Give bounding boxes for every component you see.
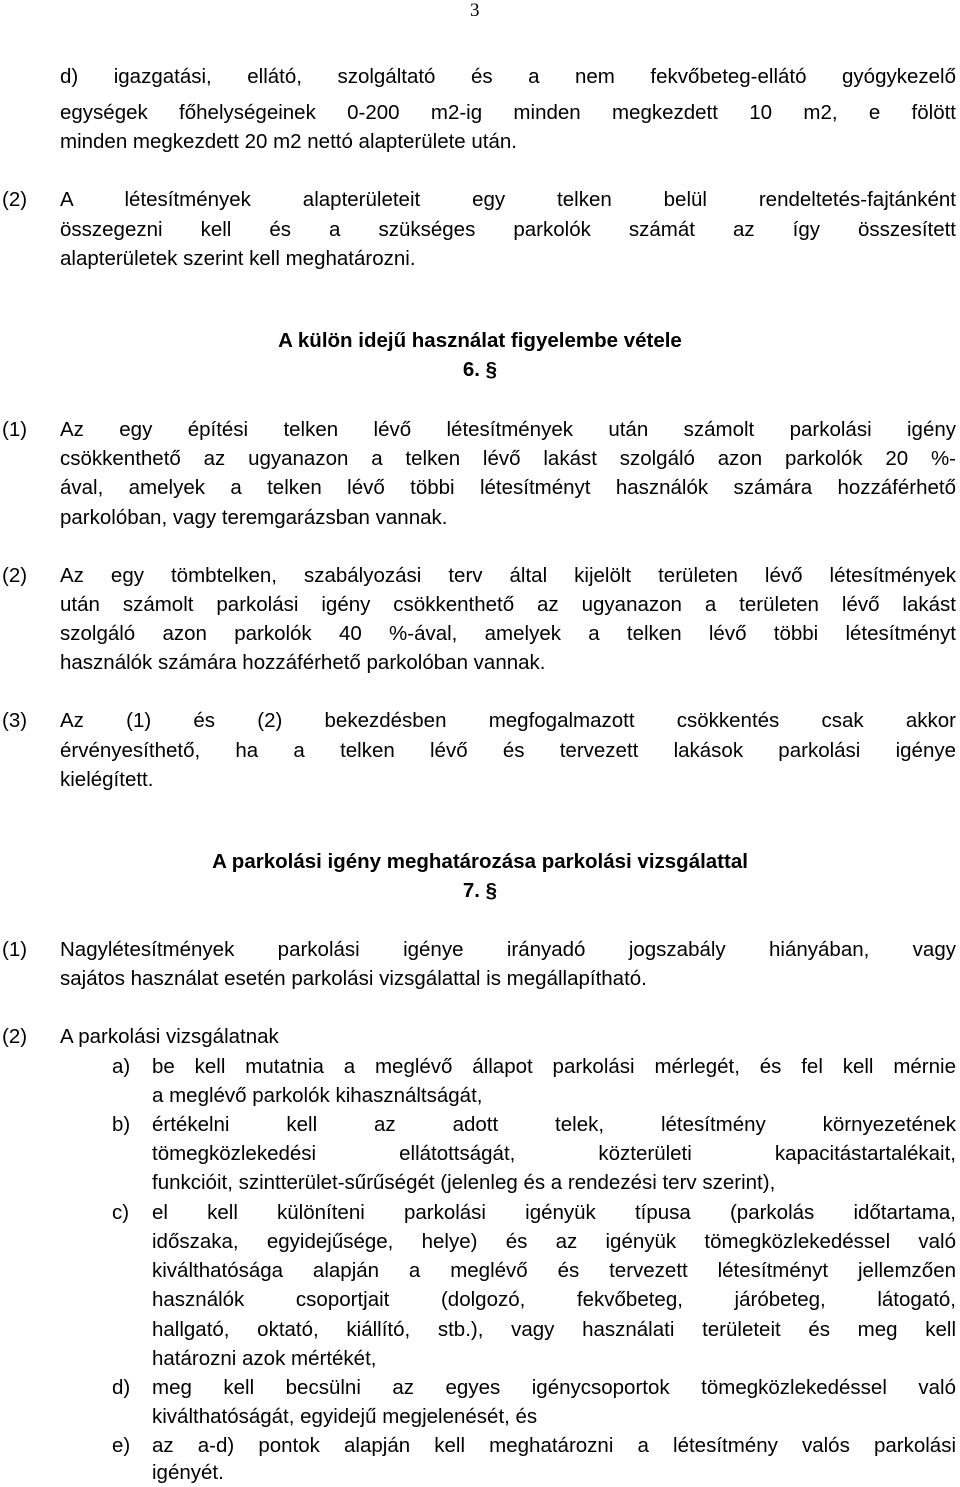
paragraph-line: szolgáló azon parkolók 40 %-ával, amelyek a telken lévő többi létesítményt bbox=[60, 622, 956, 645]
paragraph-line: Az (1) és (2) bekezdésben megfogalmazott csökkentés csak akkor bbox=[60, 709, 956, 732]
section-number: 7. § bbox=[462, 879, 498, 902]
paragraph-label: (3) bbox=[2, 709, 28, 732]
list-item-line: tömegközlekedési ellátottságát, közterületi kapacitástartalékait, bbox=[152, 1142, 956, 1165]
paragraph-intro: A parkolási vizsgálatnak bbox=[60, 1025, 279, 1048]
list-item-line: határozni azok mértékét, bbox=[152, 1347, 377, 1370]
paragraph-line: használók számára hozzáférhető parkolóban vannak. bbox=[60, 651, 546, 674]
list-item-line: a meglévő parkolók kihasználtságát, bbox=[152, 1084, 483, 1107]
list-marker: a) bbox=[112, 1055, 131, 1078]
list-marker: d) bbox=[112, 1376, 131, 1399]
d-item-line: d) igazgatási, ellátó, szolgáltató és a nem fekvőbeteg-ellátó gyógykezelő bbox=[60, 65, 956, 88]
paragraph-line: összegezni kell és a szükséges parkolók számát az így összesített bbox=[60, 218, 956, 241]
list-marker: e) bbox=[112, 1434, 131, 1457]
list-item-line: meg kell becsülni az egyes igénycsoportok tömegközlekedéssel való bbox=[152, 1376, 956, 1399]
paragraph-label: (2) bbox=[2, 564, 28, 587]
paragraph-line: A létesítmények alapterületeit egy telken belül rendeltetés-fajtánként bbox=[60, 188, 956, 211]
paragraph-line: Az egy tömbtelken, szabályozási terv által kijelölt területen lévő létesítmények bbox=[60, 564, 956, 587]
list-item-line: értékelni kell az adott telek, létesítmény környezetének bbox=[152, 1113, 956, 1136]
list-item-line: az a-d) pontok alapján kell meghatározni a létesítmény valós parkolási bbox=[152, 1434, 956, 1457]
list-item-line: igényét. bbox=[152, 1461, 224, 1484]
paragraph-line: után számolt parkolási igény csökkenthető az ugyanazon a területen lévő lakást bbox=[60, 593, 956, 616]
paragraph-line: Nagylétesítmények parkolási igénye irányadó jogszabály hiányában, vagy bbox=[60, 938, 956, 961]
paragraph-line: sajátos használat esetén parkolási vizsgálattal is megállapítható. bbox=[60, 967, 647, 990]
d-item-line: egységek főhelységeinek 0-200 m2-ig minden megkezdett 10 m2, e fölött bbox=[60, 101, 956, 124]
section-number: 6. § bbox=[462, 358, 498, 381]
section-heading: A parkolási igény meghatározása parkolási vizsgálattal bbox=[212, 850, 748, 873]
list-item-line: időszaka, egyidejűsége, helye) és az igényük tömegközlekedéssel való bbox=[152, 1230, 956, 1253]
list-item-line: be kell mutatnia a meglévő állapot parkolási mérlegét, és fel kell mérnie bbox=[152, 1055, 956, 1078]
paragraph-line: érvényesíthető, ha a telken lévő és tervezett lakások parkolási igénye bbox=[60, 739, 956, 762]
list-item-line: kiválthatósága alapján a meglévő és tervezett létesítményt jellemzően bbox=[152, 1259, 956, 1282]
list-item-line: használók csoportjait (dolgozó, fekvőbeteg, járóbeteg, látogató, bbox=[152, 1288, 956, 1311]
paragraph-label: (2) bbox=[2, 188, 28, 211]
paragraph-label: (1) bbox=[2, 938, 28, 961]
section-heading: A külön idejű használat figyelembe vétele bbox=[278, 329, 682, 352]
paragraph-line: alapterületek szerint kell meghatározni. bbox=[60, 247, 416, 270]
paragraph-label: (2) bbox=[2, 1025, 28, 1048]
list-item-line: kiválthatóságát, egyidejű megjelenését, és bbox=[152, 1405, 538, 1428]
paragraph-line: kielégített. bbox=[60, 768, 154, 791]
list-item-line: el kell különíteni parkolási igényük típusa (parkolás időtartama, bbox=[152, 1201, 956, 1224]
paragraph-line: ával, amelyek a telken lévő többi létesítményt használók számára hozzáférhető bbox=[60, 476, 956, 499]
d-item-line: minden megkezdett 20 m2 nettó alapterülete után. bbox=[60, 130, 517, 153]
page-number: 3 bbox=[470, 0, 480, 21]
paragraph-label: (1) bbox=[2, 418, 28, 441]
list-item-line: hallgató, oktató, kiállító, stb.), vagy használati területeit és meg kell bbox=[152, 1318, 956, 1341]
list-marker: c) bbox=[112, 1201, 130, 1224]
paragraph-line: Az egy építési telken lévő létesítmények után számolt parkolási igény bbox=[60, 418, 956, 441]
paragraph-line: csökkenthető az ugyanazon a telken lévő lakást szolgáló azon parkolók 20 %- bbox=[60, 447, 956, 470]
list-marker: b) bbox=[112, 1113, 131, 1136]
paragraph-line: parkolóban, vagy teremgarázsban vannak. bbox=[60, 506, 448, 529]
list-item-line: funkcióit, szintterület-sűrűségét (jelenleg és a rendezési terv szerint), bbox=[152, 1171, 776, 1194]
